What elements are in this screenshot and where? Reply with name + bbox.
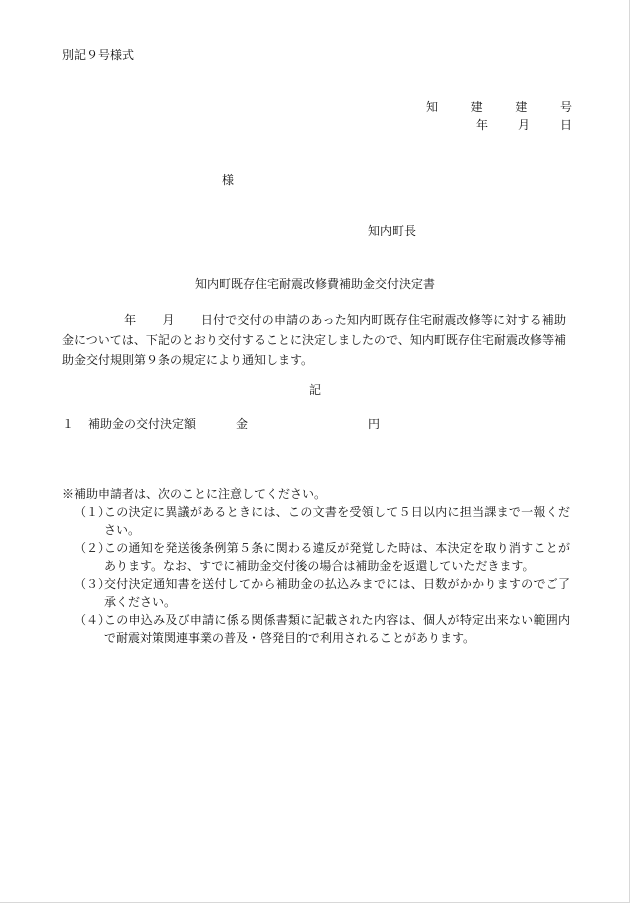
document-title: 知内町既存住宅耐震改修費補助金交付決定書 xyxy=(194,277,435,291)
note-item xyxy=(62,503,570,539)
note-number: （４） xyxy=(74,613,111,627)
note-text: この決定に異議があるときには、この文書を受領して５日以内に担当課まで一報ください。 xyxy=(104,505,570,537)
date-month: 月 xyxy=(517,118,530,132)
note-item xyxy=(62,611,570,647)
body-paragraph xyxy=(62,310,566,370)
date-day: 日 xyxy=(559,118,572,132)
notes-heading: ※補助申請者は、次のことに注意してください。 xyxy=(62,487,327,501)
note-text: この申込み及び申請に係る関係書類に記載された内容は、個人が特定出来ない範囲内で耐震対策関連事業の普及・啓発目的で利用されることがあります。 xyxy=(104,613,570,645)
body-text: 日付で交付の申請のあった知内町既存住宅耐震改修等に対する補助金については、下記のとおり交付することに決定しましたので、知内町既存住宅耐震改修等補助金交付規則第９条の規定により通知します。 xyxy=(62,313,566,367)
grant-amount-row xyxy=(62,416,380,432)
note-item xyxy=(62,539,570,575)
note-item xyxy=(62,575,570,611)
doc-number-char: 建 xyxy=(515,100,528,114)
note-number: （２） xyxy=(74,541,111,555)
body-year: 年 xyxy=(124,313,137,327)
doc-number-char: 建 xyxy=(470,100,483,114)
body-month: 月 xyxy=(162,313,175,327)
document-number xyxy=(426,99,572,115)
note-text: この通知を発送後条例第５条に関わる違反が発覚した時は、本決定を取り消すことがあります。なお、すでに補助金交付後の場合は補助金を返還していただきます。 xyxy=(104,541,570,573)
ki-heading: 記 xyxy=(308,383,321,397)
note-number: （１） xyxy=(74,505,111,519)
amount-unit: 円 xyxy=(368,417,381,431)
issuer: 知内町長 xyxy=(368,224,417,238)
item-number: １ xyxy=(62,417,75,431)
note-number: （３） xyxy=(74,577,111,591)
addressee: 様 xyxy=(222,173,235,187)
form-number: 別記９号様式 xyxy=(62,48,135,62)
issue-date xyxy=(476,117,572,133)
doc-number-char: 号 xyxy=(559,100,572,114)
date-year: 年 xyxy=(476,118,489,132)
note-text: 交付決定通知書を送付してから補助金の払込みまでには、日数がかかりますのでご了承ください。 xyxy=(104,577,570,609)
item-label: 補助金の交付決定額 xyxy=(88,417,197,431)
amount-prefix: 金 xyxy=(236,417,249,431)
doc-number-char: 知 xyxy=(426,100,439,114)
notes-section xyxy=(62,485,570,647)
